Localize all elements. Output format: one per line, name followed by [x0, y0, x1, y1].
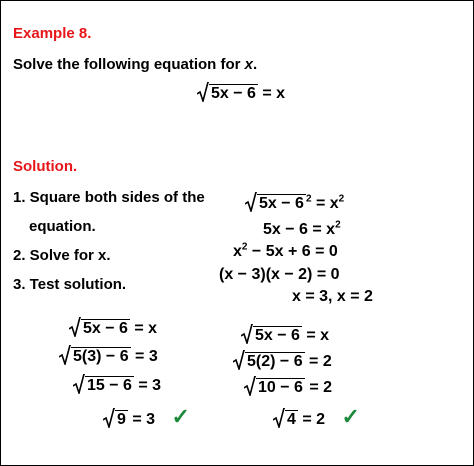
exponent: 2 — [241, 241, 248, 253]
radicand: 5x − 6 — [259, 195, 304, 212]
radical — [273, 410, 298, 429]
radical-sign-icon — [197, 82, 209, 102]
radicand: 5(2) − 6 — [247, 353, 303, 370]
checkmark-icon: ✓ — [171, 404, 190, 429]
example-title: Example 8. — [13, 25, 92, 42]
radical — [69, 319, 130, 338]
check-left-line-4: 9 = 3 ✓ — [103, 404, 190, 430]
step-1-continued: equation. — [29, 218, 96, 235]
work-line-5: x = 3, x = 2 — [292, 288, 373, 305]
work-line-4: (x − 3)(x − 2) = 0 — [219, 266, 340, 283]
equation-rhs: = x — [315, 195, 339, 212]
step-2: 2. Solve for x. — [13, 247, 111, 264]
radicand: 5x − 6 — [255, 327, 300, 344]
radicand: 9 — [117, 411, 126, 428]
radical — [59, 347, 131, 366]
radical — [103, 410, 128, 429]
radicand: 5x − 6 — [211, 85, 256, 102]
radical — [197, 84, 258, 103]
radicand: 10 − 6 — [258, 379, 303, 396]
exponent: 2 — [335, 219, 341, 231]
radical — [244, 378, 305, 397]
radical-sign-icon — [233, 350, 245, 370]
exponent: 2 — [338, 193, 345, 205]
radical-sign-icon — [73, 374, 85, 394]
check-left-line-2: 5(3) − 6 = 3 — [59, 347, 158, 366]
solution-heading: Solution. — [13, 158, 78, 175]
step-1: 1. Square both sides of the — [13, 189, 205, 206]
checkmark-icon: ✓ — [341, 404, 360, 429]
work-line-1 — [245, 194, 344, 213]
check-left-line-3: 15 − 6 = 3 — [73, 376, 161, 395]
radical-sign-icon — [69, 317, 81, 337]
equation-rhs: = x — [262, 85, 286, 102]
radical — [245, 194, 306, 213]
check-right-line-4: 4 = 2 ✓ — [273, 404, 360, 430]
check-left-line-1: 5x − 6 = x — [69, 319, 157, 338]
radical-sign-icon — [244, 376, 256, 396]
radical-sign-icon — [103, 408, 115, 428]
work-line-2: $5x - 6 = x^2$ — [263, 219, 341, 238]
step-3: 3. Test solution. — [13, 276, 127, 293]
exponent: 2 — [305, 193, 312, 205]
work-line-3: $x^2 - 5x + 6 = 0$ — [233, 241, 338, 260]
radical — [73, 376, 134, 395]
check-right-line-1: 5x − 6 = x — [241, 326, 329, 345]
radical — [241, 326, 302, 345]
check-right-line-2: 5(2) − 6 = 2 — [233, 352, 332, 371]
radical-sign-icon — [245, 192, 257, 212]
radicand: 5x − 6 — [83, 320, 128, 337]
check-right-line-3: 10 − 6 = 2 — [244, 378, 332, 397]
main-equation — [197, 84, 285, 103]
radical — [233, 352, 305, 371]
radical-sign-icon — [241, 324, 253, 344]
radical-sign-icon — [59, 345, 71, 365]
radical-sign-icon — [273, 408, 285, 428]
problem-prompt: Solve the following equation for x. — [13, 56, 258, 73]
radicand: 4 — [287, 411, 296, 428]
radicand: 5(3) − 6 — [73, 348, 129, 365]
radicand: 15 − 6 — [87, 377, 132, 394]
